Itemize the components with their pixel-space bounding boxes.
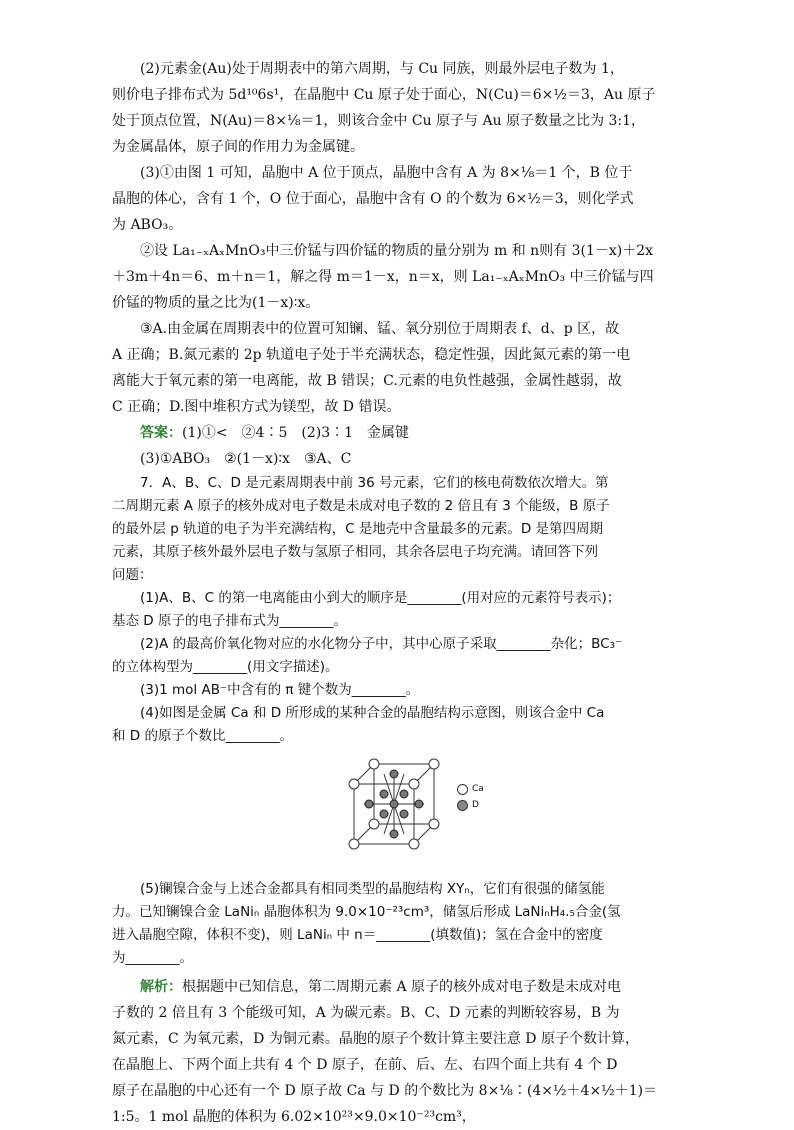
sub-question-5: 进入晶胞空隙，体积不变)，则 LaNiₙ 中 n＝________(填数值)；氢在合金中的密度 (112, 927, 603, 943)
sub-question-4: (4)如图是金属 Ca 和 D 所形成的某种合金的晶胞结构示意图，则该合金中 Ca (140, 705, 605, 721)
unit-cell-diagram (344, 756, 454, 856)
sub-question-2: (2)A 的最高价氧化物对应的水化物分子中，其中心原子采取________杂化；BC₃⁻ (140, 636, 623, 652)
figure-legend (457, 781, 484, 813)
legend-ca: Ca (457, 781, 484, 797)
d-atom-icon (457, 800, 468, 811)
sub-question-3: (3)1 mol AB⁻中含有的 π 键个数为________。 (140, 682, 420, 698)
sub-question-2: 的立体构型为________(用文字描述)。 (112, 659, 339, 675)
analysis-line: 离能大于氧元素的第一电离能，故 B 错误；C.元素的电负性越强，金属性越弱，故 (112, 373, 622, 389)
sub-question-1: (1)A、B、C 的第一电离能由小到大的顺序是________(用对应的元素符号表示)； (140, 590, 621, 606)
crystal-cell-figure (112, 756, 682, 866)
question-stem: 问题： (112, 567, 153, 583)
sub-question-5: 为________。 (112, 950, 193, 966)
analysis-block (112, 56, 682, 420)
answer-label: 答案： (140, 425, 182, 441)
question-7 (112, 472, 682, 970)
analysis-line: A 正确；B.氮元素的 2p 轨道电子处于半充满状态，稳定性强，因此氮元素的第一电 (112, 347, 631, 363)
question-stem: 的最外层 p 轨道的电子为半充满结构，C 是地壳中含量最多的元素。D 是第四周期 (112, 521, 604, 537)
solution-line: 氮元素，C 为氧元素，D 为铜元素。晶胞的原子个数计算主要注意 D 原子个数计算， (112, 1031, 639, 1047)
analysis-line: (3)①由图 1 可知，晶胞中 A 位于顶点，晶胞中含有 A 为 8×⅛＝1 个，B 位于 (140, 165, 633, 181)
analysis-line: 为 ABO₃。 (112, 217, 183, 233)
analysis-line: ③A.由金属在周期表中的位置可知镧、锰、氧分别位于周期表 f、d、p 区，故 (140, 321, 620, 337)
analysis-line: 则价电子排布式为 5d¹⁰6s¹，在晶胞中 Cu 原子处于面心，N(Cu)＝6×½＝3，Au 原子 (112, 87, 656, 103)
sub-question-5: 力。已知镧镍合金 LaNiₙ 晶胞体积为 9.0×10⁻²³cm³，储氢后形成 LaNiₙH₄.₅合金(氢 (112, 904, 621, 920)
sub-question-4: 和 D 的原子个数比________。 (112, 728, 293, 744)
solution-line: 子数的 2 倍且有 3 个能级可知，A 为碳元素。B、C、D 元素的判断较容易，B 为 (112, 1005, 620, 1021)
sub-question-5: (5)镧镍合金与上述合金都具有相同类型的晶胞结构 XYₙ，它们有很强的储氢能 (140, 881, 605, 897)
solution-line: 1:5。1 mol 晶胞的体积为 6.02×10²³×9.0×10⁻²³cm³， (112, 1109, 476, 1125)
question-stem: 二周期元素 A 原子的核外成对电子数是未成对电子数的 2 倍且有 3 个能级，B 原子 (112, 498, 610, 514)
question-stem: 7．A、B、C、D 是元素周期表中前 36 号元素，它们的核电荷数依次增大。第 (140, 475, 609, 491)
solution-line: 原子在晶胞的中心还有一个 D 原子故 Ca 与 D 的个数比为 8×⅛∶(4×½＋4×½＋1)＝ (112, 1083, 658, 1099)
analysis-line: (2)元素金(Au)处于周期表中的第六周期，与 Cu 同族，则最外层电子数为 1， (140, 61, 624, 77)
analysis-line: 为金属晶体，原子间的作用力为金属键。 (112, 139, 364, 155)
solution-block (112, 974, 682, 1130)
document-page (112, 56, 682, 1130)
answer-line: (3)①ABO₃ ②(1－x)∶x ③A、C (140, 451, 352, 467)
solution-label: 解析： (140, 979, 182, 995)
legend-d: D (457, 797, 484, 813)
analysis-line: 价锰的物质的量之比为(1－x)∶x。 (112, 295, 320, 311)
analysis-line: 处于顶点位置，N(Au)＝8×⅛＝1，则该合金中 Cu 原子与 Au 原子数量之比为 3:1， (112, 113, 646, 129)
analysis-line: ＋3m＋4n＝6、m＋n＝1，解之得 m＝1－x，n＝x，则 La₁₋ₓAₓMnO₃ 中三价锰与四 (112, 269, 654, 285)
answer-block (112, 420, 682, 472)
analysis-line: 晶胞的体心，含有 1 个，O 位于面心，晶胞中含有 O 的个数为 6×½＝3，则化学式 (112, 191, 634, 207)
answer-line (112, 420, 682, 446)
solution-line: 在晶胞上、下两个面上共有 4 个 D 原子，在前、后、左、右四个面上共有 4 个 D (112, 1057, 618, 1073)
analysis-line: ②设 La₁₋ₓAₓMnO₃中三价锰与四价锰的物质的量分别为 m 和 n则有 3(1－x)＋2x (140, 243, 654, 259)
answer-text: (1)①< ②4∶5 (2)3∶1 金属键 (182, 425, 410, 441)
sub-question-1: 基态 D 原子的电子排布式为________。 (112, 613, 347, 629)
ca-atom-icon (457, 784, 468, 795)
solution-line: 解析：根据题中已知信息，第二周期元素 A 原子的核外成对电子数是未成对电 (140, 979, 622, 995)
question-stem: 元素，其原子核外最外层电子数与氢原子相同，其余各层电子均充满。请回答下列 (112, 544, 598, 560)
analysis-line: C 正确；D.图中堆积方式为镁型，故 D 错误。 (112, 399, 401, 415)
